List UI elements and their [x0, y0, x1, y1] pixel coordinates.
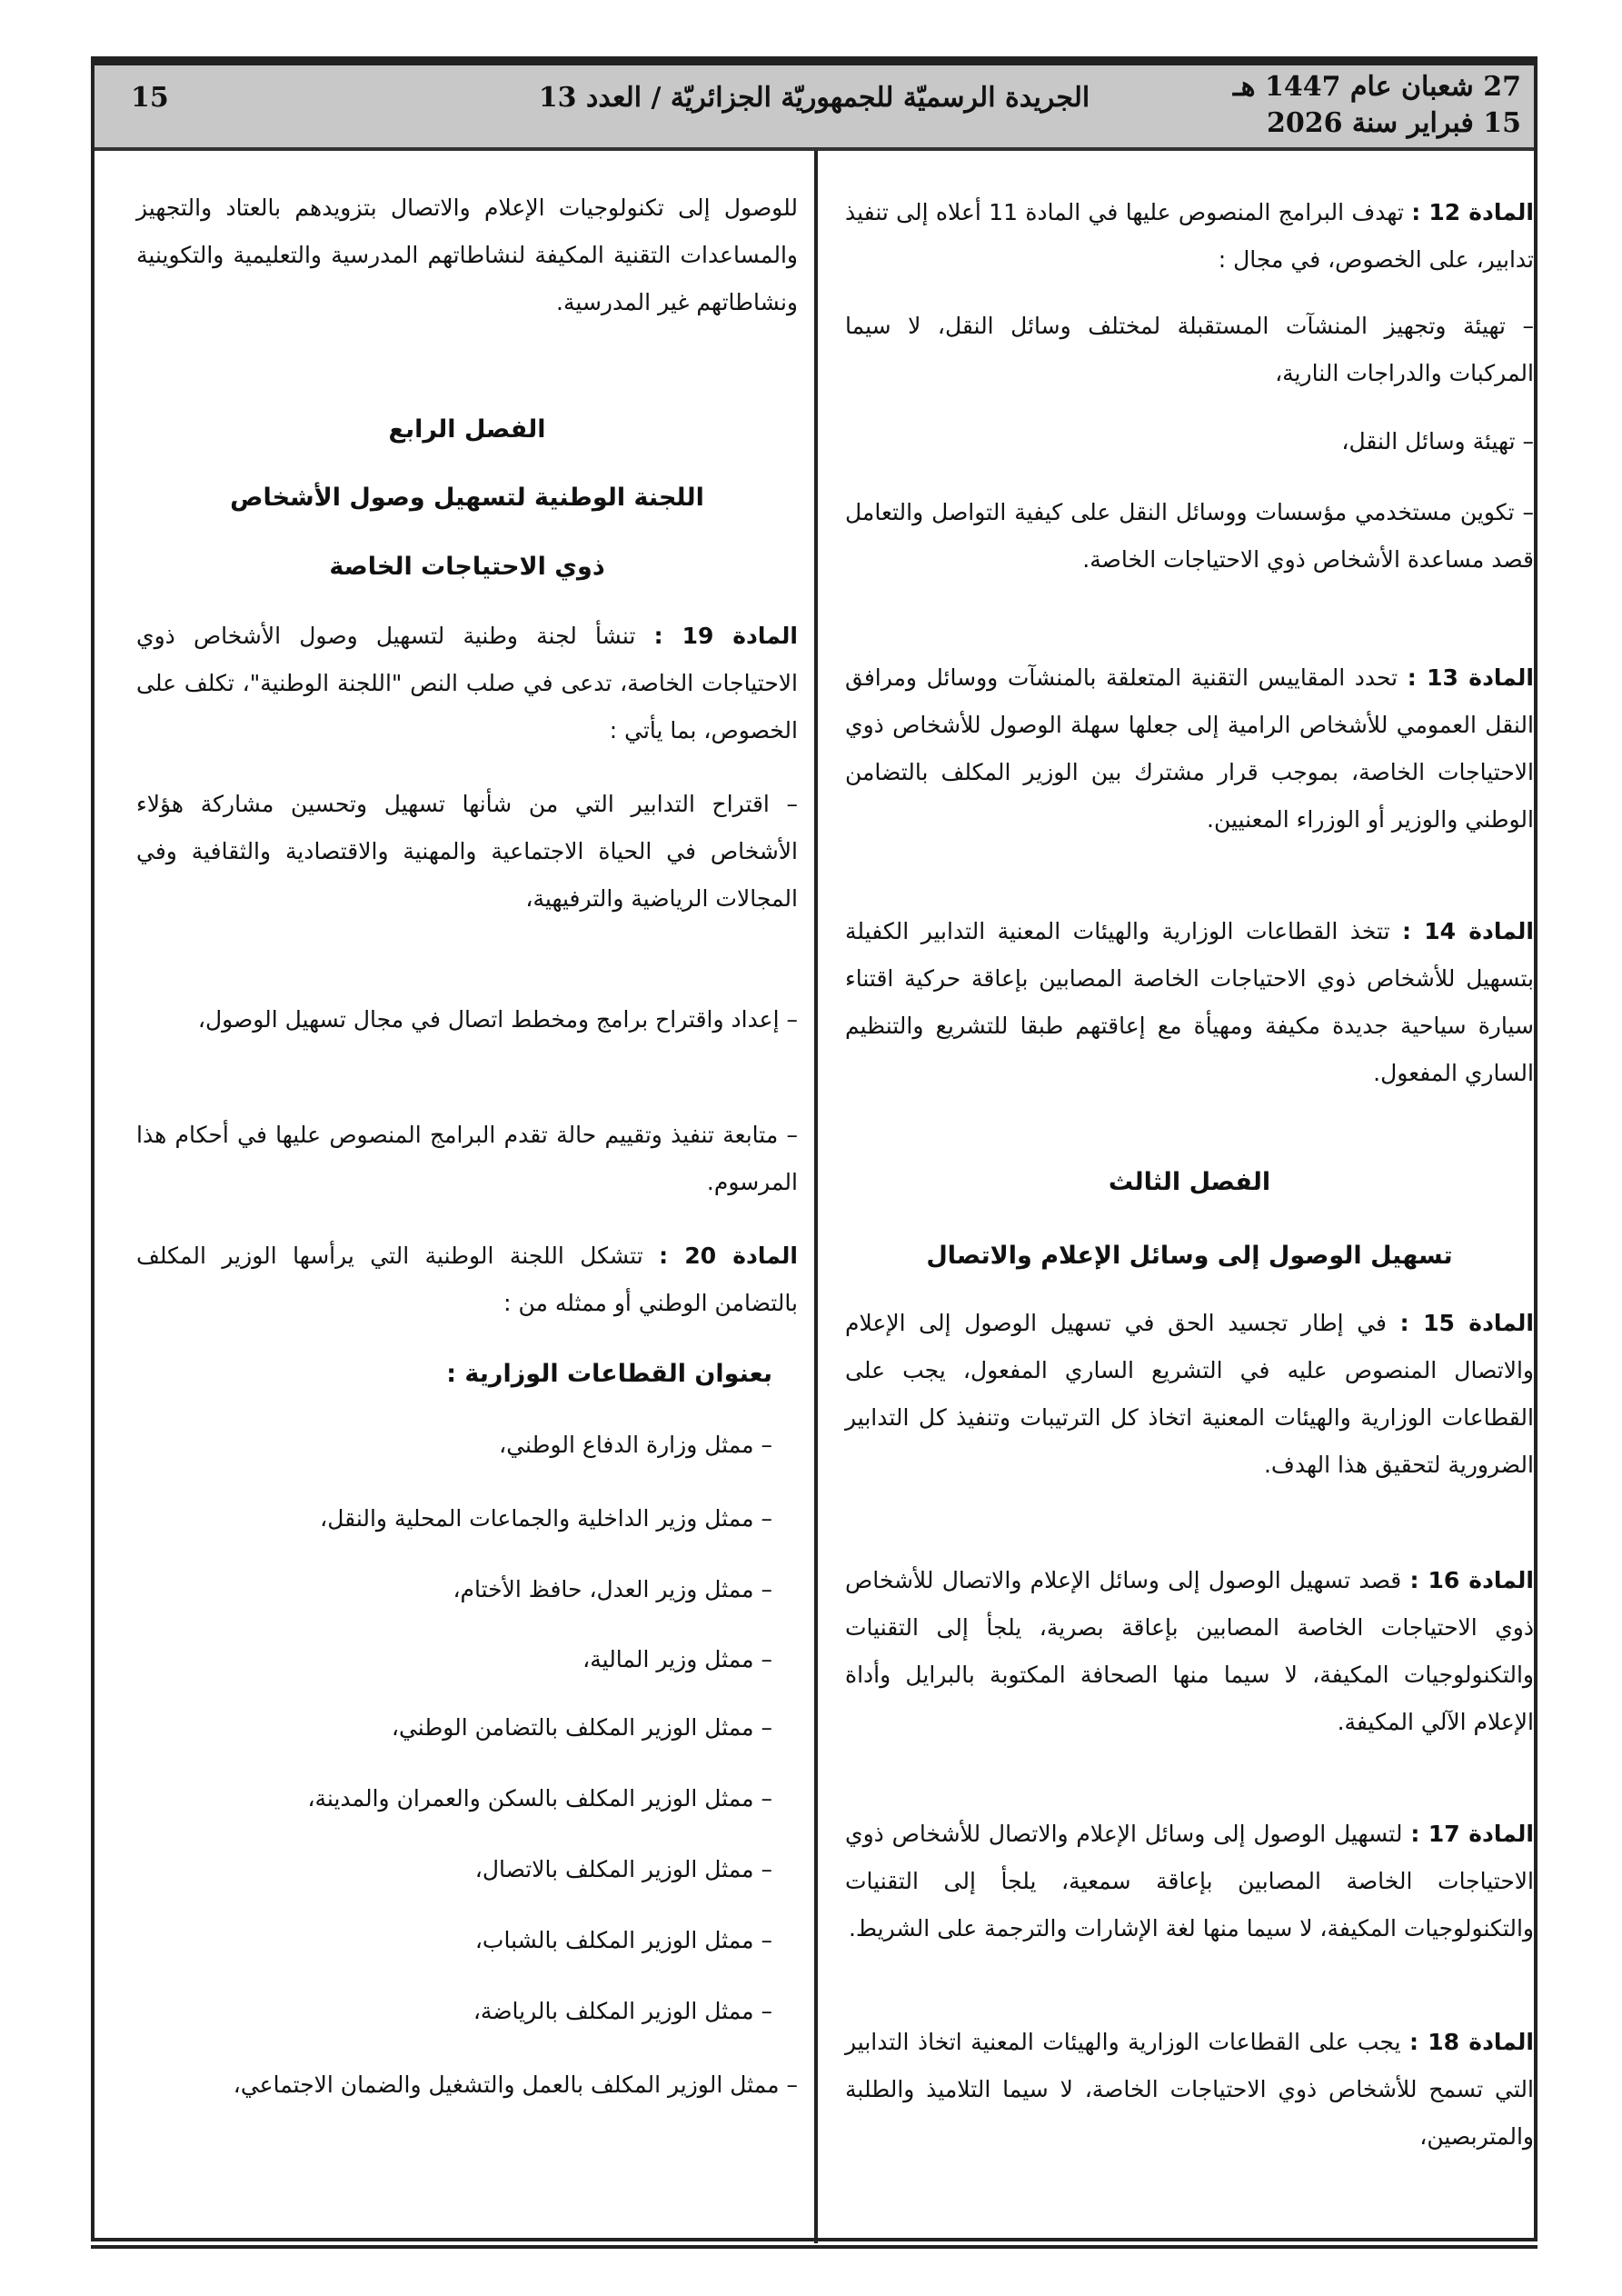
article-19: [136, 613, 798, 754]
article-15: [845, 1300, 1534, 1489]
member-item: – ممثل وزير الداخلية والجماعات المحلية والنقل،: [320, 1505, 772, 1532]
article-text: تنشأ لجنة وطنية لتسهيل وصول الأشخاص ذوي الاحتياجات الخاصة، تدعى في صلب النص "اللجنة الوطنية"، تكلف على الخصوص، بما يأتي :: [136, 623, 798, 744]
list-item: – اقتراح التدابير التي من شأنها تسهيل وتحسين مشاركة هؤلاء الأشخاص في الحياة الاجتماعية والمهنية والاقتصادية والثقافية وفي المجالات الرياضية والترفيهية،: [136, 791, 798, 912]
list-item: – إعداد واقتراح برامج ومخطط اتصال في مجال تسهيل الوصول،: [197, 1006, 798, 1033]
article-label: المادة 15 :: [1399, 1310, 1535, 1336]
article-label: المادة 16 :: [1409, 1567, 1535, 1593]
article-13: [845, 654, 1534, 844]
member-item: – ممثل الوزير المكلف بالسكن والعمران والمدينة،: [307, 1785, 772, 1812]
list-item: – متابعة تنفيذ وتقييم حالة تقدم البرامج المنصوص عليها في أحكام هذا المرسوم.: [136, 1122, 798, 1195]
article-text: تحدد المقاييس التقنية المتعلقة بالمنشآت ووسائل ومرافق النقل العمومي للأشخاص الرامية إلى جعلها سهلة الوصول للأشخاص ذوي الاحتياجات الخاصة، بموجب قرار مشترك بين الوزير المكلف بالتضامن الوطني والوزير أو الوزراء المعنيين.: [845, 664, 1534, 833]
member-item: – ممثل وزير المالية،: [582, 1646, 772, 1672]
article-label: المادة 14 :: [1402, 918, 1534, 944]
article-label: المادة 19 :: [653, 623, 798, 649]
chapter-title: تسهيل الوصول إلى وسائل الإعلام والاتصال: [926, 1242, 1453, 1270]
chapter-heading: الفصل الرابع: [388, 415, 546, 444]
list-item: – تكوين مستخدمي مؤسسات ووسائل النقل على كيفية التواصل والتعامل قصد مساعدة الأشخاص ذوي الاحتياجات الخاصة.: [845, 499, 1534, 573]
gregorian-date: 15 فبراير سنة 2026: [1266, 107, 1521, 139]
chapter-title: اللجنة الوطنية لتسهيل وصول الأشخاص: [230, 484, 704, 512]
article-text: يجب على القطاعات الوزارية والهيئات المعنية اتخاذ التدابير التي تسمح للأشخاص ذوي الاحتياجات الخاصة، لا سيما التلاميذ والطلبة والمتربصين،: [845, 2029, 1534, 2150]
page-number: 15: [131, 82, 169, 114]
chapter-title: ذوي الاحتياجات الخاصة: [329, 553, 605, 581]
chapter-heading: الفصل الثالث: [1108, 1168, 1271, 1196]
bottom-rule: [91, 2238, 1537, 2249]
article-text: قصد تسهيل الوصول إلى وسائل الإعلام والاتصال للأشخاص ذوي الاحتياجات الخاصة المصابين بإعاقة بصرية، يلجأ إلى التقنيات والتكنولوجيات المكيفة، لا سيما منها الصحافة المكتوبة بالبرايل وأداة الإعلام الآلي المكيفة.: [845, 1567, 1534, 1735]
list-item: – تهيئة وسائل النقل،: [1341, 428, 1534, 454]
article-14: [845, 908, 1534, 1097]
article-text: لتسهيل الوصول إلى وسائل الإعلام والاتصال للأشخاص ذوي الاحتياجات الخاصة المصابين بإعاقة سمعية، يلجأ إلى التقنيات والتكنولوجيات المكيفة، لا سيما منها لغة الإشارات والترجمة على الشريط.: [845, 1821, 1534, 1942]
article-label: المادة 17 :: [1410, 1821, 1534, 1847]
ministerial-heading: بعنوان القطاعات الوزارية :: [446, 1360, 772, 1388]
article-label: المادة 20 :: [659, 1243, 798, 1269]
article-text: تهدف البرامج المنصوص عليها في المادة 11 أعلاه إلى تنفيذ تدابير، على الخصوص، في مجال :: [845, 199, 1534, 273]
member-item: – ممثل الوزير المكلف بالاتصال،: [474, 1856, 772, 1882]
hijri-date: 27 شعبان عام 1447 هـ: [1232, 71, 1521, 103]
article-text: تتخذ القطاعات الوزارية والهيئات المعنية التدابير الكفيلة بتسهيل للأشخاص ذوي الاحتياجات الخاصة المصابين بإعاقة حركية اقتناء سيارة سياحية جديدة مكيفة ومهيأة مع إعاقتهم طبقا للتشريع والتنظيم الساري المفعول.: [845, 918, 1534, 1086]
article-label: المادة 12 :: [1411, 199, 1534, 225]
article-label: المادة 18 :: [1409, 2029, 1535, 2055]
article-label: المادة 13 :: [1407, 664, 1534, 691]
member-item: – ممثل الوزير المكلف بالعمل والتشغيل والضمان الاجتماعي،: [233, 2071, 798, 2098]
member-item: – ممثل الوزير المكلف بالتضامن الوطني،: [391, 1714, 772, 1741]
member-item: – ممثل وزير العدل، حافظ الأختام،: [453, 1576, 772, 1602]
journal-title: الجريدة الرسميّة للجمهوريّة الجزائريّة / العدد 13: [538, 82, 1090, 114]
article-20: [136, 1233, 798, 1327]
article-18: [845, 2019, 1534, 2161]
member-item: – ممثل الوزير المكلف بالشباب،: [474, 1927, 772, 1953]
article-18-continued: للوصول إلى تكنولوجيات الإعلام والاتصال بتزويدهم بالعتاد والتجهيز والمساعدات التقنية المكيفة لنشاطاتهم المدرسية والتعليمية والتكوينية ونشاطاتهم غير المدرسية.: [136, 195, 798, 315]
article-16: [845, 1557, 1534, 1746]
member-item: – ممثل وزارة الدفاع الوطني،: [499, 1432, 772, 1458]
article-12: [845, 189, 1534, 284]
page-header: [95, 62, 1534, 151]
list-item: – تهيئة وتجهيز المنشآت المستقبلة لمختلف وسائل النقل، لا سيما المركبات والدراجات النارية،: [845, 313, 1534, 386]
article-17: [845, 1811, 1534, 1952]
member-item: – ممثل الوزير المكلف بالرياضة،: [473, 1998, 772, 2024]
column-divider: [814, 151, 818, 2243]
article-text: في إطار تجسيد الحق في تسهيل الوصول إلى الإعلام والاتصال المنصوص عليه في التشريع الساري المفعول، يجب على القطاعات الوزارية والهيئات المعنية اتخاذ كل الترتيبات وتنفيذ كل التدابير الضرورية لتحقيق هذا الهدف.: [845, 1310, 1534, 1478]
article-text: تتشكل اللجنة الوطنية التي يرأسها الوزير المكلف بالتضامن الوطني أو ممثله من :: [136, 1243, 798, 1316]
